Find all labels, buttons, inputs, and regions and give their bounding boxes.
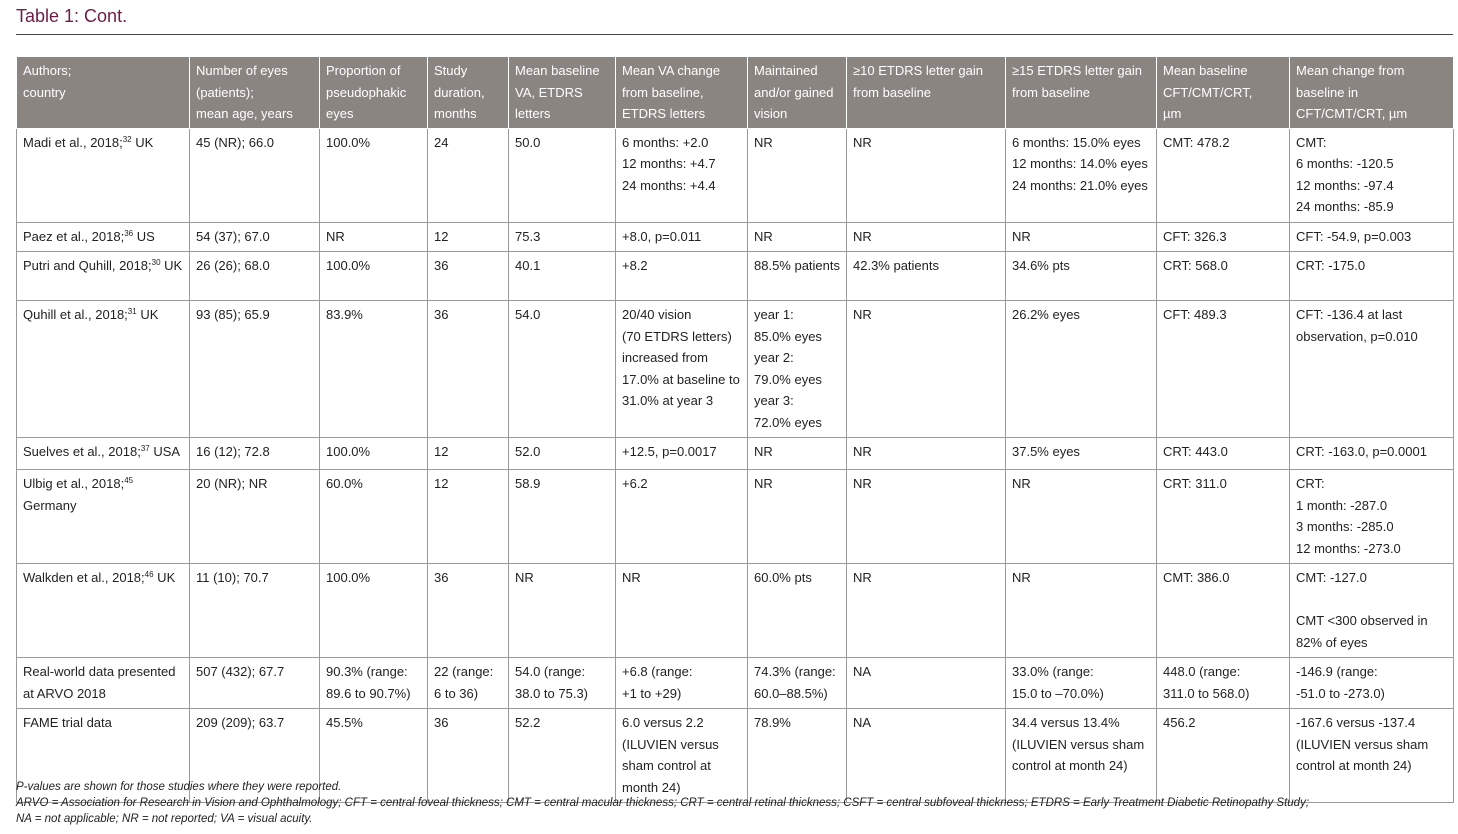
table-cell: 34.6% pts bbox=[1006, 252, 1157, 301]
table-cell: 20/40 vision (70 ETDRS letters) increased from 17.0% at baseline to 31.0% at year 3 bbox=[616, 301, 748, 438]
table-cell: CRT: -163.0, p=0.0001 bbox=[1290, 438, 1454, 470]
table-cell: 45.5% bbox=[320, 709, 428, 803]
table-cell: 83.9% bbox=[320, 301, 428, 438]
author-cell bbox=[17, 128, 190, 222]
author-country: UK bbox=[131, 134, 154, 150]
author-cell bbox=[17, 564, 190, 658]
author-name: Madi et al., 2018; bbox=[23, 134, 123, 150]
author-cell bbox=[17, 252, 190, 301]
table-cell: NR bbox=[847, 222, 1006, 252]
column-header: ≥10 ETDRS letter gain from baseline bbox=[847, 57, 1006, 129]
table-cell: +8.2 bbox=[616, 252, 748, 301]
table-cell: 22 (range: 6 to 36) bbox=[428, 658, 509, 709]
table-cell: 507 (432); 67.7 bbox=[190, 658, 320, 709]
table-cell: 36 bbox=[428, 564, 509, 658]
table-body bbox=[17, 128, 1454, 803]
table-row bbox=[17, 564, 1454, 658]
reference-superscript: 45 bbox=[124, 476, 134, 485]
author-cell bbox=[17, 438, 190, 470]
author-name: Putri and Quhill, 2018; bbox=[23, 258, 152, 273]
table-row bbox=[17, 658, 1454, 709]
table-row bbox=[17, 470, 1454, 564]
table-cell: CFT: 326.3 bbox=[1157, 222, 1290, 252]
table-cell: CFT: 489.3 bbox=[1157, 301, 1290, 438]
table-cell: NA bbox=[847, 709, 1006, 803]
author-cell bbox=[17, 658, 190, 709]
table-cell: NR bbox=[847, 564, 1006, 658]
column-header: Mean VA change from baseline, ETDRS letters bbox=[616, 57, 748, 129]
table-cell: CMT: 6 months: -120.5 12 months: -97.4 24 months: -85.9 bbox=[1290, 128, 1454, 222]
table-footnotes bbox=[16, 779, 1453, 827]
table-cell: NR bbox=[847, 470, 1006, 564]
author-cell bbox=[17, 470, 190, 564]
table-cell: 100.0% bbox=[320, 564, 428, 658]
author-name: Real-world data presented at ARVO 2018 bbox=[23, 664, 176, 701]
table-cell: NR bbox=[847, 438, 1006, 470]
author-country: UK bbox=[136, 307, 159, 322]
table-cell: 100.0% bbox=[320, 438, 428, 470]
reference-superscript: 46 bbox=[144, 570, 154, 579]
table-cell: CMT: 386.0 bbox=[1157, 564, 1290, 658]
table-cell: 54.0 bbox=[509, 301, 616, 438]
table-cell: NR bbox=[1006, 470, 1157, 564]
table-cell: 93 (85); 65.9 bbox=[190, 301, 320, 438]
table-cell: NR bbox=[847, 301, 1006, 438]
table-cell: 33.0% (range: 15.0 to –70.0%) bbox=[1006, 658, 1157, 709]
table-cell: 36 bbox=[428, 252, 509, 301]
table-cell: 36 bbox=[428, 709, 509, 803]
table-cell: 37.5% eyes bbox=[1006, 438, 1157, 470]
table-cell: 52.0 bbox=[509, 438, 616, 470]
table-cell: +12.5, p=0.0017 bbox=[616, 438, 748, 470]
author-name: Suelves et al., 2018; bbox=[23, 444, 141, 459]
table-cell: 12 bbox=[428, 470, 509, 564]
table-cell: NR bbox=[509, 564, 616, 658]
table-cell: 34.4 versus 13.4% (ILUVIEN versus sham control at month 24) bbox=[1006, 709, 1157, 803]
table-cell: CRT: 443.0 bbox=[1157, 438, 1290, 470]
column-header: Authors; country bbox=[17, 57, 190, 129]
author-country: USA bbox=[149, 444, 181, 459]
table-cell: NR bbox=[748, 128, 847, 222]
table-cell: 60.0% pts bbox=[748, 564, 847, 658]
author-country: US bbox=[133, 228, 155, 244]
reference-superscript: 36 bbox=[124, 228, 134, 238]
table-cell: CFT: -54.9, p=0.003 bbox=[1290, 222, 1454, 252]
column-header: Maintained and/or gained vision bbox=[748, 57, 847, 129]
table-cell: 24 bbox=[428, 128, 509, 222]
table-cell: 6 months: +2.0 12 months: +4.7 24 months: +4.4 bbox=[616, 128, 748, 222]
table-cell: -167.6 versus -137.4 (ILUVIEN versus sham control at month 24) bbox=[1290, 709, 1454, 803]
table-cell: 42.3% patients bbox=[847, 252, 1006, 301]
table-cell: 58.9 bbox=[509, 470, 616, 564]
table-cell: 26 (26); 68.0 bbox=[190, 252, 320, 301]
reference-superscript: 30 bbox=[151, 258, 161, 267]
column-header: Number of eyes (patients); mean age, years bbox=[190, 57, 320, 129]
table-cell: NR bbox=[320, 222, 428, 252]
author-name: Ulbig et al., 2018; bbox=[23, 476, 125, 491]
table-cell: CFT: -136.4 at last observation, p=0.010 bbox=[1290, 301, 1454, 438]
table-cell: +6.8 (range: +1 to +29) bbox=[616, 658, 748, 709]
table-cell: +6.2 bbox=[616, 470, 748, 564]
author-name: Paez et al., 2018; bbox=[23, 228, 125, 244]
column-header: Proportion of pseudophakic eyes bbox=[320, 57, 428, 129]
table-cell: 12 bbox=[428, 438, 509, 470]
table-cell: 6 months: 15.0% eyes 12 months: 14.0% eyes 24 months: 21.0% eyes bbox=[1006, 128, 1157, 222]
table-cell: CRT: 311.0 bbox=[1157, 470, 1290, 564]
column-header: ≥15 ETDRS letter gain from baseline bbox=[1006, 57, 1157, 129]
table-cell: 45 (NR); 66.0 bbox=[190, 128, 320, 222]
table-row bbox=[17, 301, 1454, 438]
author-country: UK bbox=[160, 258, 183, 273]
table-cell: NR bbox=[748, 438, 847, 470]
table-cell: 40.1 bbox=[509, 252, 616, 301]
table-cell: 100.0% bbox=[320, 252, 428, 301]
table-cell: -146.9 (range: -51.0 to -273.0) bbox=[1290, 658, 1454, 709]
author-country: Germany bbox=[23, 497, 77, 513]
table-cell: 54 (37); 67.0 bbox=[190, 222, 320, 252]
author-cell bbox=[17, 301, 190, 438]
author-cell bbox=[17, 222, 190, 252]
table-row bbox=[17, 438, 1454, 470]
footnote: NA = not applicable; NR = not reported; VA = visual acuity. bbox=[16, 813, 313, 825]
table-row bbox=[17, 252, 1454, 301]
column-header: Mean baseline CFT/CMT/CRT, µm bbox=[1157, 57, 1290, 129]
table-cell: NA bbox=[847, 658, 1006, 709]
author-name: FAME trial data bbox=[23, 715, 112, 730]
table-cell: CMT: -127.0 CMT <300 observed in 82% of eyes bbox=[1290, 564, 1454, 658]
table-cell: NR bbox=[847, 128, 1006, 222]
table-cell: 78.9% bbox=[748, 709, 847, 803]
table-cell: 26.2% eyes bbox=[1006, 301, 1157, 438]
table-cell: NR bbox=[616, 564, 748, 658]
table-cell: NR bbox=[748, 222, 847, 252]
column-header: Mean change from baseline in CFT/CMT/CRT, µm bbox=[1290, 57, 1454, 129]
reference-superscript: 31 bbox=[127, 307, 137, 316]
reference-superscript: 37 bbox=[140, 444, 150, 453]
table-cell: year 1: 85.0% eyes year 2: 79.0% eyes year 3: 72.0% eyes bbox=[748, 301, 847, 438]
column-header: Mean baseline VA, ETDRS letters bbox=[509, 57, 616, 129]
table-cell: 12 bbox=[428, 222, 509, 252]
table-cell: +8.0, p=0.011 bbox=[616, 222, 748, 252]
table-cell: CRT: 568.0 bbox=[1157, 252, 1290, 301]
header-row bbox=[17, 57, 1454, 129]
table-cell: 75.3 bbox=[509, 222, 616, 252]
table-cell: 54.0 (range: 38.0 to 75.3) bbox=[509, 658, 616, 709]
table-cell: 16 (12); 72.8 bbox=[190, 438, 320, 470]
table-cell: CMT: 478.2 bbox=[1157, 128, 1290, 222]
table-cell: NR bbox=[1006, 222, 1157, 252]
table-cell: 90.3% (range: 89.6 to 90.7%) bbox=[320, 658, 428, 709]
table-cell: 50.0 bbox=[509, 128, 616, 222]
table-cell: 36 bbox=[428, 301, 509, 438]
table-cell: NR bbox=[748, 470, 847, 564]
author-country: UK bbox=[153, 570, 176, 585]
table-cell: 60.0% bbox=[320, 470, 428, 564]
table-cell: CRT: 1 month: -287.0 3 months: -285.0 12 months: -273.0 bbox=[1290, 470, 1454, 564]
table-cell: NR bbox=[1006, 564, 1157, 658]
table-cell: 448.0 (range: 311.0 to 568.0) bbox=[1157, 658, 1290, 709]
reference-superscript: 32 bbox=[122, 134, 132, 144]
table-cell: 74.3% (range: 60.0–88.5%) bbox=[748, 658, 847, 709]
table-title: Table 1: Cont. bbox=[16, 6, 128, 26]
table-row bbox=[17, 222, 1454, 252]
table-cell: 209 (209); 63.7 bbox=[190, 709, 320, 803]
table-row bbox=[17, 128, 1454, 222]
column-header: Study duration, months bbox=[428, 57, 509, 129]
table-cell: 20 (NR); NR bbox=[190, 470, 320, 564]
table-cell: 52.2 bbox=[509, 709, 616, 803]
table-cell: 88.5% patients bbox=[748, 252, 847, 301]
table-cell: CRT: -175.0 bbox=[1290, 252, 1454, 301]
title-rule bbox=[16, 34, 1453, 35]
table-cell: 6.0 versus 2.2 (ILUVIEN versus sham control at month 24) bbox=[616, 709, 748, 803]
results-table bbox=[16, 56, 1454, 803]
table-cell: 11 (10); 70.7 bbox=[190, 564, 320, 658]
table-cell: 100.0% bbox=[320, 128, 428, 222]
table-cell: 456.2 bbox=[1157, 709, 1290, 803]
author-name: Quhill et al., 2018; bbox=[23, 307, 128, 322]
footnote: P-values are shown for those studies where they were reported. bbox=[16, 781, 342, 793]
author-name: Walkden et al., 2018; bbox=[23, 570, 145, 585]
footnote: ARVO = Association for Research in Vision and Ophthalmology; CFT = central foveal thickness; CMT = central macular thickness; CRT = central retinal thickness; CSFT = central subfoveal thickness; ETDRS = Early Treatment Diabetic Retinopathy Study; bbox=[16, 797, 1310, 809]
